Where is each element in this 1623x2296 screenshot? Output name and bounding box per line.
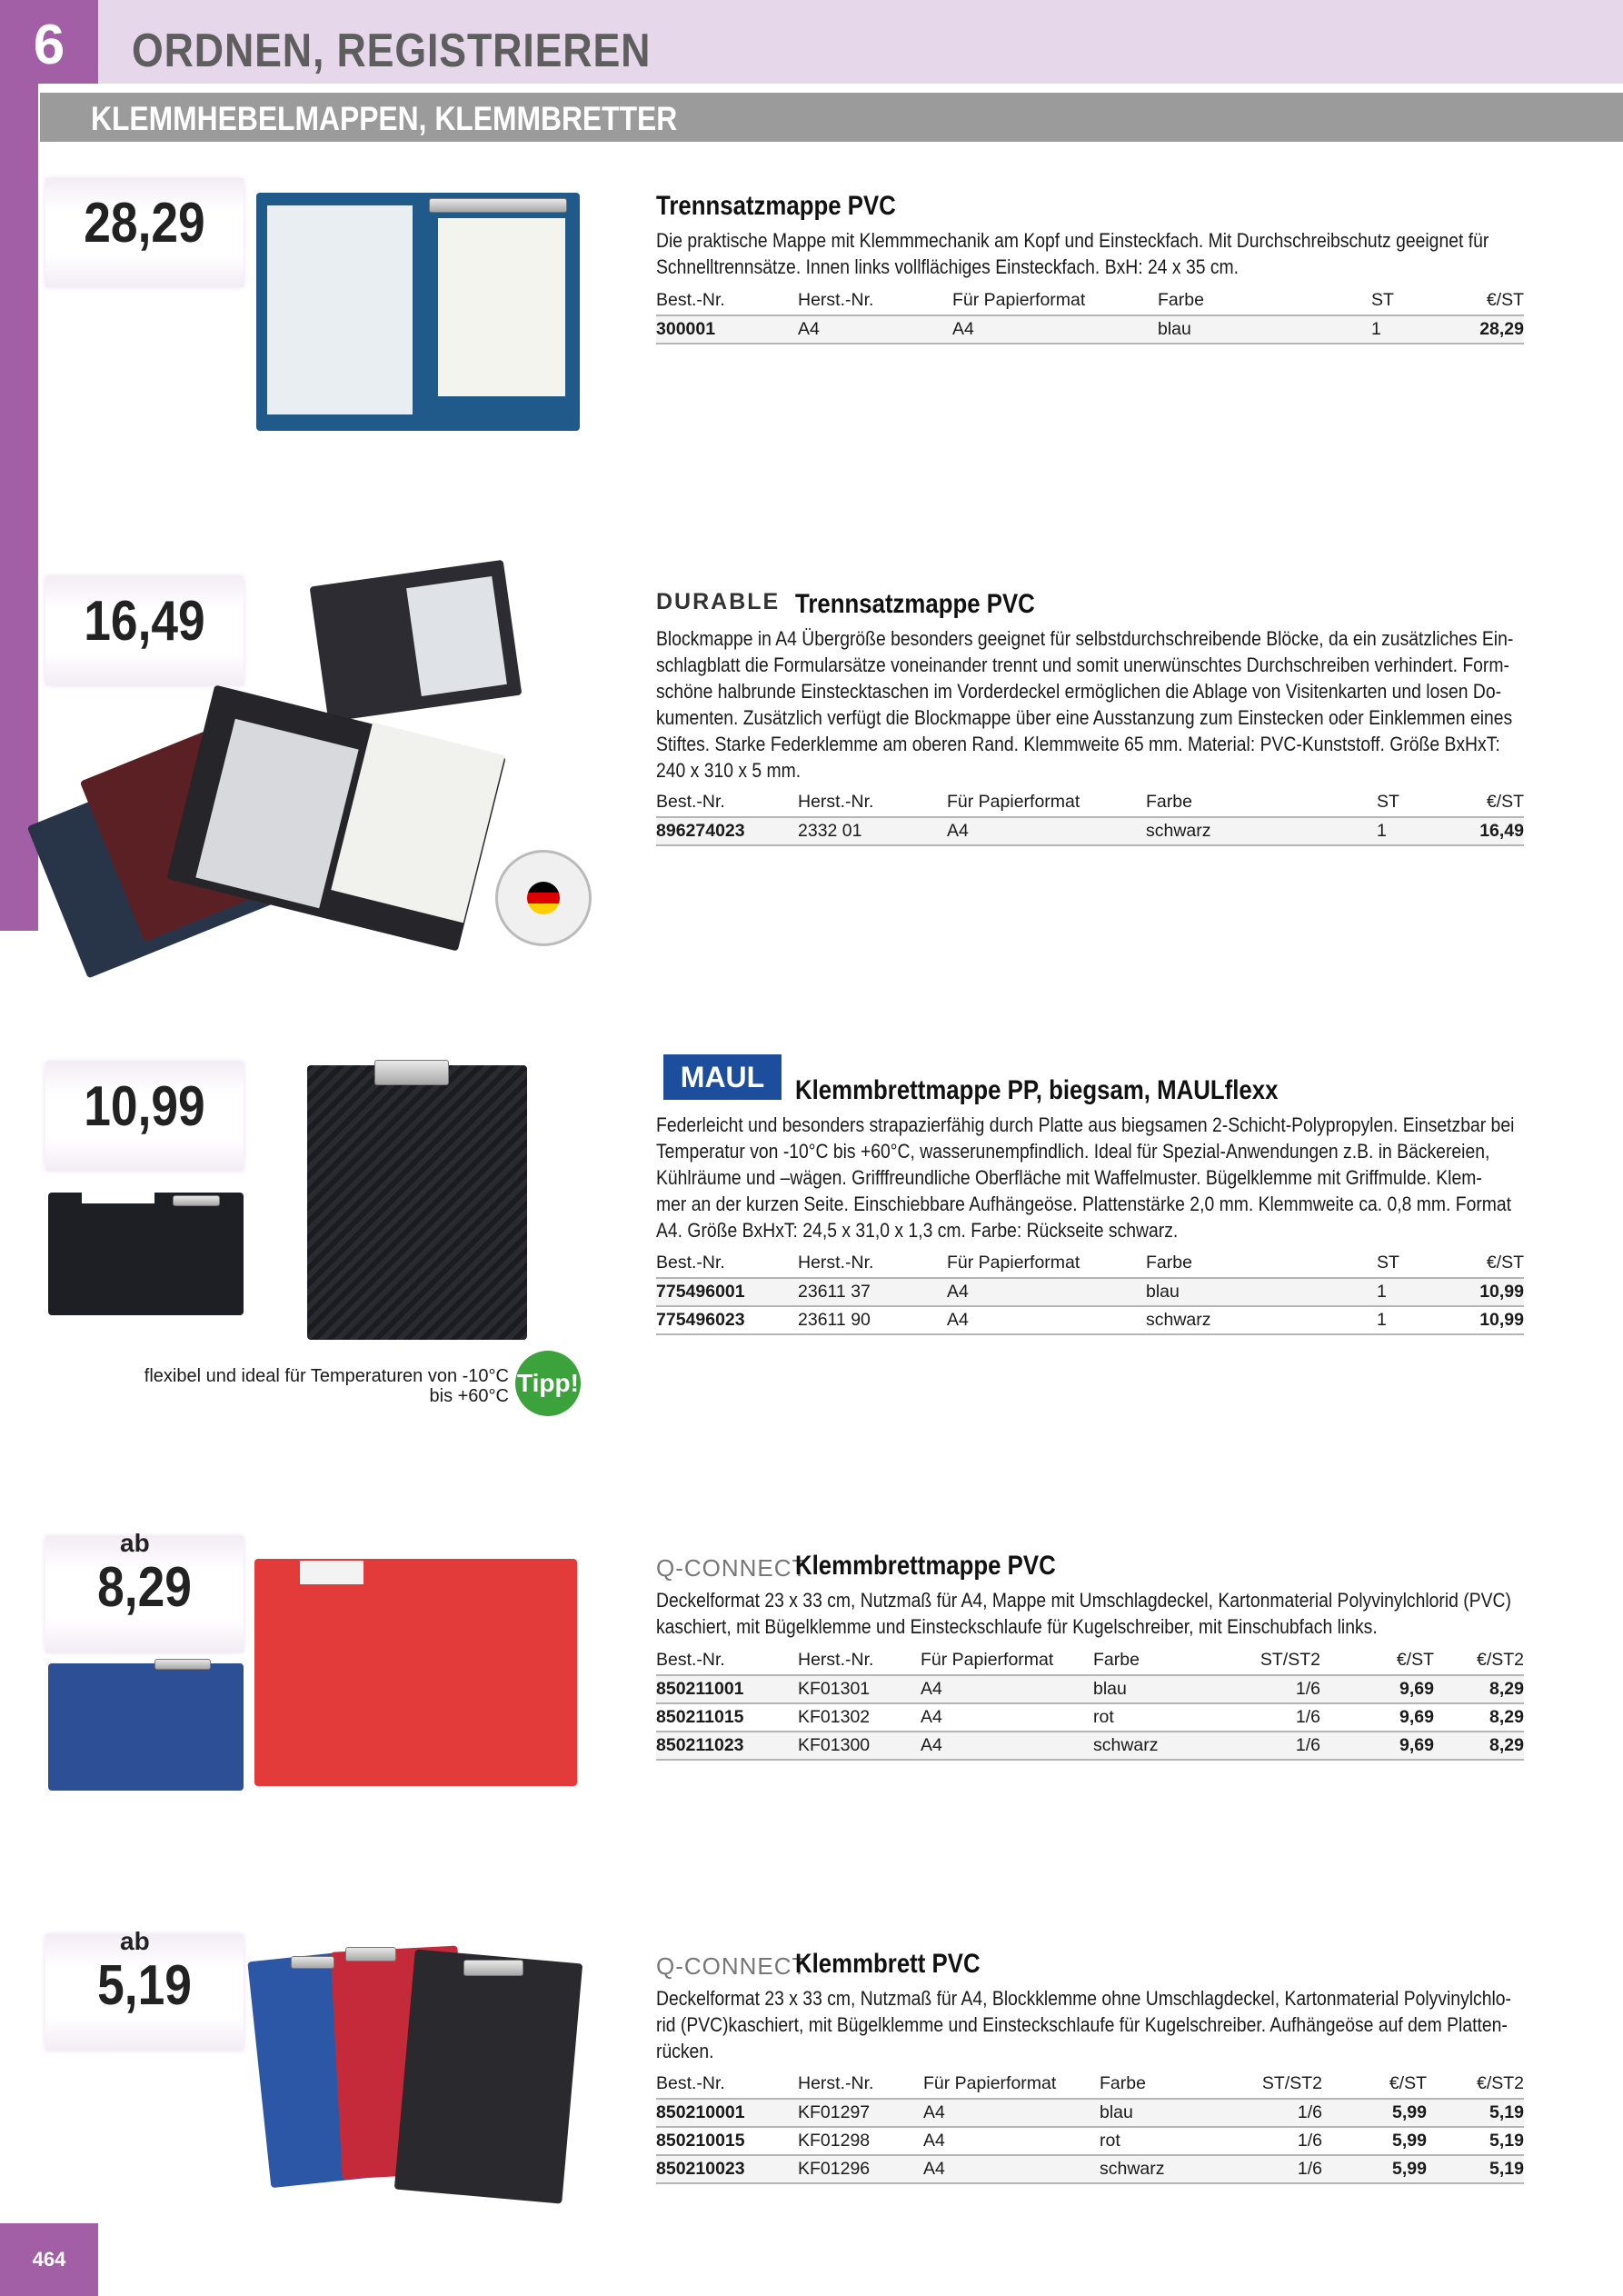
paper-format: A4 — [921, 1675, 1093, 1703]
pack-price: 8,29 — [1434, 1675, 1524, 1703]
price-prefix: ab — [120, 1529, 150, 1557]
paper-format: A4 — [921, 1732, 1093, 1760]
col-header: Herst.-Nr. — [798, 1253, 874, 1273]
product-description — [656, 1112, 1609, 1243]
manufacturer-number: 23611 90 — [798, 1306, 947, 1334]
description-line: schöne halbrunde Einstecktaschen im Vorderdeckel ermöglichen die Ablage von Visitenkarten und losen Do- — [656, 680, 1502, 703]
color: blau — [1158, 315, 1371, 344]
order-number: 896274023 — [656, 817, 798, 845]
spec-header-row — [656, 2071, 1524, 2099]
manufacturer-number: A4 — [798, 315, 952, 344]
product-title: Klemmbrettmappe PP, biegsam, MAULflexx — [795, 1075, 1279, 1105]
table-row — [656, 1703, 1524, 1732]
color: schwarz — [1100, 2155, 1236, 2183]
description-line: Schnelltrennsätze. Innen links vollflächiges Einsteckfach. BxH: 24 x 35 cm. — [656, 255, 1240, 278]
col-header: €/ST — [1486, 290, 1524, 310]
order-number: 850211015 — [656, 1703, 798, 1732]
table-row — [656, 2099, 1524, 2127]
unit: 1/6 — [1230, 1732, 1320, 1760]
maul-logo: MAUL — [663, 1054, 782, 1100]
table-row — [656, 1732, 1524, 1760]
description-line: kumenten. Zusätzlich verfügt die Blockmappe über eine Ausstanzung zum Einstecken oder Einklemmen eines — [656, 706, 1513, 729]
tipp-text: flexibel und ideal für Temperaturen von -10°C bis +60°C — [144, 1366, 509, 1406]
product-image-klemmbrett — [254, 1936, 582, 2209]
unit: 1 — [1371, 315, 1444, 344]
description-line: Deckelformat 23 x 33 cm, Nutzmaß für A4, Mappe mit Umschlagdeckel, Kartonmaterial Polyvinylchlorid (PVC) — [656, 1589, 1511, 1612]
description-line: kaschiert, mit Bügelklemme und Einsteckschlaufe für Kugelschreiber, mit Einschubfach links. — [656, 1615, 1378, 1638]
col-header: Für Papierformat — [921, 1650, 1054, 1670]
table-row — [656, 1278, 1524, 1306]
description-line: Federleicht und besonders strapazierfähig durch Platte aus biegsamen 2-Schicht-Polypropylen. Einsetzbar bei — [656, 1113, 1515, 1136]
unit: 1 — [1377, 817, 1449, 845]
pack-price: 8,29 — [1434, 1703, 1524, 1732]
manufacturer-number: KF01301 — [798, 1675, 921, 1703]
description-line: rücken. — [656, 2040, 714, 2062]
manufacturer-number: KF01300 — [798, 1732, 921, 1760]
col-header: Für Papierformat — [947, 1253, 1080, 1273]
color: blau — [1100, 2099, 1236, 2127]
unit-price: 5,99 — [1322, 2099, 1427, 2127]
col-header: Herst.-Nr. — [798, 1650, 874, 1670]
manufacturer-number: KF01298 — [798, 2127, 923, 2155]
table-row — [656, 817, 1524, 845]
paper-format: A4 — [952, 315, 1158, 344]
color: blau — [1146, 1278, 1377, 1306]
price-box — [45, 178, 244, 287]
order-number: 300001 — [656, 315, 798, 344]
col-header: Farbe — [1158, 290, 1204, 310]
description-line: 240 x 310 x 5 mm. — [656, 759, 802, 782]
table-row — [656, 1675, 1524, 1703]
chapter-number: 6 — [0, 0, 98, 84]
color: blau — [1093, 1675, 1230, 1703]
col-header: €/ST — [1486, 1253, 1524, 1273]
durable-logo: DURABLE — [656, 589, 781, 614]
col-header: Farbe — [1146, 1253, 1192, 1273]
price-value: 8,29 — [97, 1556, 192, 1619]
paper-format: A4 — [921, 1703, 1093, 1732]
unit: 1/6 — [1236, 2155, 1322, 2183]
price-value: 16,49 — [84, 590, 205, 653]
col-header: Herst.-Nr. — [798, 290, 874, 310]
price-box — [45, 1927, 244, 2051]
col-header: ST — [1377, 1253, 1399, 1273]
unit: 1 — [1377, 1278, 1449, 1306]
spec-table — [656, 1647, 1524, 1761]
product-title: Klemmbrett PVC — [795, 1949, 981, 1979]
paper-format: A4 — [923, 2155, 1100, 2183]
table-row — [656, 315, 1524, 344]
product-title: Trennsatzmappe PVC — [656, 191, 896, 221]
manufacturer-number: 2332 01 — [798, 817, 947, 845]
unit: 1 — [1377, 1306, 1449, 1334]
description-line: Deckelformat 23 x 33 cm, Nutzmaß für A4, Blockklemme ohne Umschlagdeckel, Kartonmaterial Polyvinylchlo- — [656, 1987, 1512, 2010]
section-title: KLEMMHEBELMAPPEN, KLEMMBRETTER — [91, 100, 678, 137]
spec-table — [656, 1250, 1524, 1335]
unit-price: 10,99 — [1449, 1306, 1524, 1334]
color: schwarz — [1146, 1306, 1377, 1334]
col-header: ST/ST2 — [1261, 2073, 1322, 2093]
description-line: mer an der kurzen Seite. Einschiebbare Aufhängeöse. Plattenstärke 2,0 mm. Klemmweite ca. 0,8 mm. Format — [656, 1193, 1512, 1215]
col-header: Farbe — [1146, 792, 1192, 812]
manufacturer-number: KF01302 — [798, 1703, 921, 1732]
color: rot — [1093, 1703, 1230, 1732]
product-image-maulflexx — [45, 1054, 536, 1345]
order-number: 775496023 — [656, 1306, 798, 1334]
price-prefix: ab — [120, 1927, 150, 1955]
col-header: €/ST — [1396, 1650, 1434, 1670]
side-tab-bar — [0, 84, 38, 931]
paper-format: A4 — [923, 2099, 1100, 2127]
pack-price: 8,29 — [1434, 1732, 1524, 1760]
unit: 1/6 — [1230, 1703, 1320, 1732]
order-number: 850210001 — [656, 2099, 798, 2127]
col-header: €/ST2 — [1476, 2073, 1524, 2093]
spec-table — [656, 287, 1524, 344]
price-value: 10,99 — [84, 1075, 205, 1138]
color: schwarz — [1093, 1732, 1230, 1760]
col-header: Farbe — [1100, 2073, 1146, 2093]
product-description — [656, 227, 1609, 280]
description-line: schlagblatt die Formularsätze voneinander trennt und somit unerwünschtes Durchschreiben verhindert. Form- — [656, 654, 1509, 676]
paper-format: A4 — [923, 2127, 1100, 2155]
col-header: Best.-Nr. — [656, 290, 725, 310]
col-header: ST — [1377, 792, 1399, 812]
unit-price: 5,99 — [1322, 2155, 1427, 2183]
col-header: €/ST — [1486, 792, 1524, 812]
color: schwarz — [1146, 817, 1377, 845]
product-description — [656, 1985, 1609, 2064]
spec-header-row — [656, 1647, 1524, 1675]
unit: 1/6 — [1236, 2099, 1322, 2127]
table-row — [656, 2155, 1524, 2183]
paper-format: A4 — [947, 1306, 1146, 1334]
price-value: 5,19 — [97, 1954, 192, 2017]
product-description — [656, 625, 1609, 784]
pack-price: 5,19 — [1427, 2155, 1524, 2183]
description-line: A4. Größe BxHxT: 24,5 x 31,0 x 1,3 cm. Farbe: Rückseite schwarz. — [656, 1219, 1179, 1242]
pack-price: 5,19 — [1427, 2127, 1524, 2155]
unit: 1/6 — [1236, 2127, 1322, 2155]
spec-table — [656, 2071, 1524, 2184]
order-number: 850210015 — [656, 2127, 798, 2155]
spec-header-row — [656, 789, 1524, 817]
product-title: Klemmbrettmappe PVC — [795, 1551, 1056, 1581]
description-line: rid (PVC)kaschiert, mit Bügelklemme und Einsteckschlaufe für Kugelschreiber. Aufhängeöse auf dem Platten- — [656, 2013, 1508, 2036]
description-line: Temperatur von -10°C bis +60°C, wasserunempfindlich. Ideal für Spezial-Anwendungen z.B. in Bäckereien, — [656, 1140, 1490, 1163]
col-header: €/ST2 — [1476, 1650, 1524, 1670]
made-in-germany-badge — [495, 850, 592, 946]
chapter-title: ORDNEN, REGISTRIEREN — [132, 25, 652, 77]
q-connect-logo: Q-CONNECT — [656, 1554, 808, 1582]
product-image-blockmappe — [50, 564, 523, 963]
description-line: Kühlräume und –wägen. Grifffreundliche Oberfläche mit Waffelmuster. Bügelklemme mit Griffmulde. Klem- — [656, 1166, 1482, 1189]
manufacturer-number: 23611 37 — [798, 1278, 947, 1306]
unit-price: 5,99 — [1322, 2127, 1427, 2155]
tipp-badge: Tipp! — [515, 1351, 581, 1416]
spec-header-row — [656, 1250, 1524, 1278]
col-header: Herst.-Nr. — [798, 2073, 874, 2093]
color: rot — [1100, 2127, 1236, 2155]
product-title: Trennsatzmappe PVC — [795, 589, 1035, 619]
description-line: Die praktische Mappe mit Klemmmechanik am Kopf und Einsteckfach. Mit Durchschreibschutz geeignet für — [656, 229, 1489, 252]
unit-price: 10,99 — [1449, 1278, 1524, 1306]
col-header: Für Papierformat — [952, 290, 1086, 310]
col-header: Best.-Nr. — [656, 1650, 725, 1670]
order-number: 775496001 — [656, 1278, 798, 1306]
col-header: Für Papierformat — [923, 2073, 1057, 2093]
order-number: 850211001 — [656, 1675, 798, 1703]
col-header: Farbe — [1093, 1650, 1140, 1670]
table-row — [656, 1306, 1524, 1334]
col-header: €/ST — [1389, 2073, 1427, 2093]
unit: 1/6 — [1230, 1675, 1320, 1703]
q-connect-logo: Q-CONNECT — [656, 1952, 808, 1980]
paper-format: A4 — [947, 817, 1146, 845]
table-row — [656, 2127, 1524, 2155]
col-header: Für Papierformat — [947, 792, 1080, 812]
unit-price: 9,69 — [1320, 1732, 1434, 1760]
germany-flag-icon — [527, 882, 560, 914]
product-image-klemmbrettmappe — [45, 1556, 582, 1800]
pack-price: 5,19 — [1427, 2099, 1524, 2127]
description-line: Stiftes. Starke Federklemme am oberen Rand. Klemmweite 65 mm. Material: PVC-Kunststoff. Größe BxHxT: — [656, 733, 1500, 755]
col-header: ST — [1371, 290, 1394, 310]
spec-header-row — [656, 287, 1524, 315]
manufacturer-number: KF01297 — [798, 2099, 923, 2127]
order-number: 850211023 — [656, 1732, 798, 1760]
col-header: Herst.-Nr. — [798, 792, 874, 812]
unit-price: 9,69 — [1320, 1675, 1434, 1703]
page-number: 464 — [0, 2223, 98, 2296]
order-number: 850210023 — [656, 2155, 798, 2183]
unit-price: 9,69 — [1320, 1703, 1434, 1732]
price-value: 28,29 — [84, 192, 205, 255]
unit-price: 16,49 — [1449, 817, 1524, 845]
spec-table — [656, 789, 1524, 846]
col-header: Best.-Nr. — [656, 1253, 725, 1273]
product-description — [656, 1587, 1609, 1640]
product-image-trennsatzmappe — [256, 193, 580, 431]
col-header: ST/ST2 — [1260, 1650, 1320, 1670]
manufacturer-number: KF01296 — [798, 2155, 923, 2183]
col-header: Best.-Nr. — [656, 2073, 725, 2093]
col-header: Best.-Nr. — [656, 792, 725, 812]
paper-format: A4 — [947, 1278, 1146, 1306]
unit-price: 28,29 — [1444, 315, 1524, 344]
description-line: Blockmappe in A4 Übergröße besonders geeignet für selbstdurchschreibende Blöcke, da ein zusätzliches Ein- — [656, 627, 1514, 650]
